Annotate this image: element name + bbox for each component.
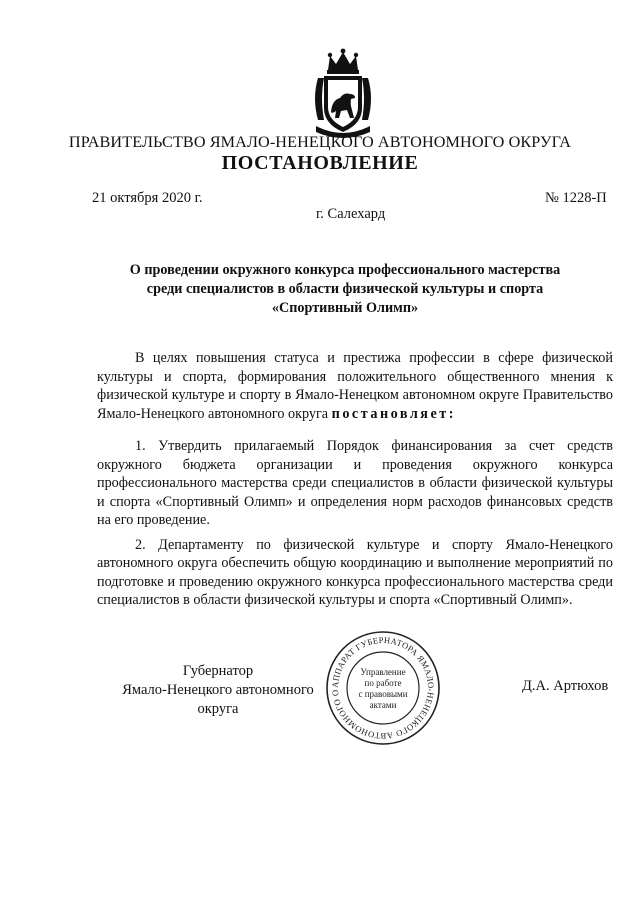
decree-date: 21 октября 2020 г. [92,190,203,206]
signer-position [100,662,336,719]
government-title: ПРАВИТЕЛЬСТВО ЯМАЛО-НЕНЕЦКОГО АВТОНОМНОГО ОКРУГА [68,133,572,151]
preamble-paragraph [97,349,613,423]
stamp-seal-icon [325,630,441,746]
decree-word: постановляет: [331,405,456,422]
stamp-inner-line-3: с правовыми [358,689,408,699]
subject-line-2: среди специалистов в области физической культуры и спорта [146,281,544,297]
item-2-paragraph: 2. Департаменту по физической культуре и спорту Ямало-Ненецкого автономного округа обеспечить общую координацию и выполнение мероприятий по подготовке и проведению окружного конкурса профессионального мастерства среди специалистов в области физической культуры и спорта «Спортивный Олимп». [97,536,613,608]
signer-position-line-1: Губернатор [182,663,254,679]
decree-body [97,349,613,616]
official-stamp [325,630,441,746]
item-1-paragraph: 1. Утвердить прилагаемый Порядок финансирования за счет средств окружного бюджета организации и проведения окружного конкурса профессионального мастерства среди специалистов в области физической культуры и спорта «Спортивный Олимп» и определения норм расходов финансовых средств на его проведение. [97,438,613,528]
decree-subject [110,261,580,318]
stamp-outer-text: АППАРАТ ГУБЕРНАТОРА ЯМАЛО-НЕНЕЦКОГО АВТОНОМНОГО О [329,634,437,742]
subject-line-1: О проведении окружного конкурса профессионального мастерства [129,262,561,278]
subject-line-3: «Спортивный Олимп» [271,300,419,316]
stamp-inner-line-1: Управление [360,667,406,677]
yamal-nenets-coat-of-arms-icon [310,48,376,140]
stamp-inner-line-2: по работе [364,678,402,688]
decree-number: № 1228-П [545,190,607,206]
signer-position-line-2: Ямало-Ненецкого автономного округа [122,682,314,717]
stamp-inner-line-4: актами [369,700,397,710]
coat-of-arms-emblem [310,48,376,140]
decree-city: г. Салехард [316,206,386,222]
preamble-text: В целях повышения статуса и престижа профессии в сфере физической культуры и спорта, формирования положительного общественного мнения к физической культуре и спорту в Ямало-Ненецком автономном округе Правительство Ямало-Ненецкого автономного округа [97,350,613,422]
document-type-title: ПОСТАНОВЛЕНИЕ [221,152,419,174]
signer-name: Д.А. Артюхов [522,678,609,694]
